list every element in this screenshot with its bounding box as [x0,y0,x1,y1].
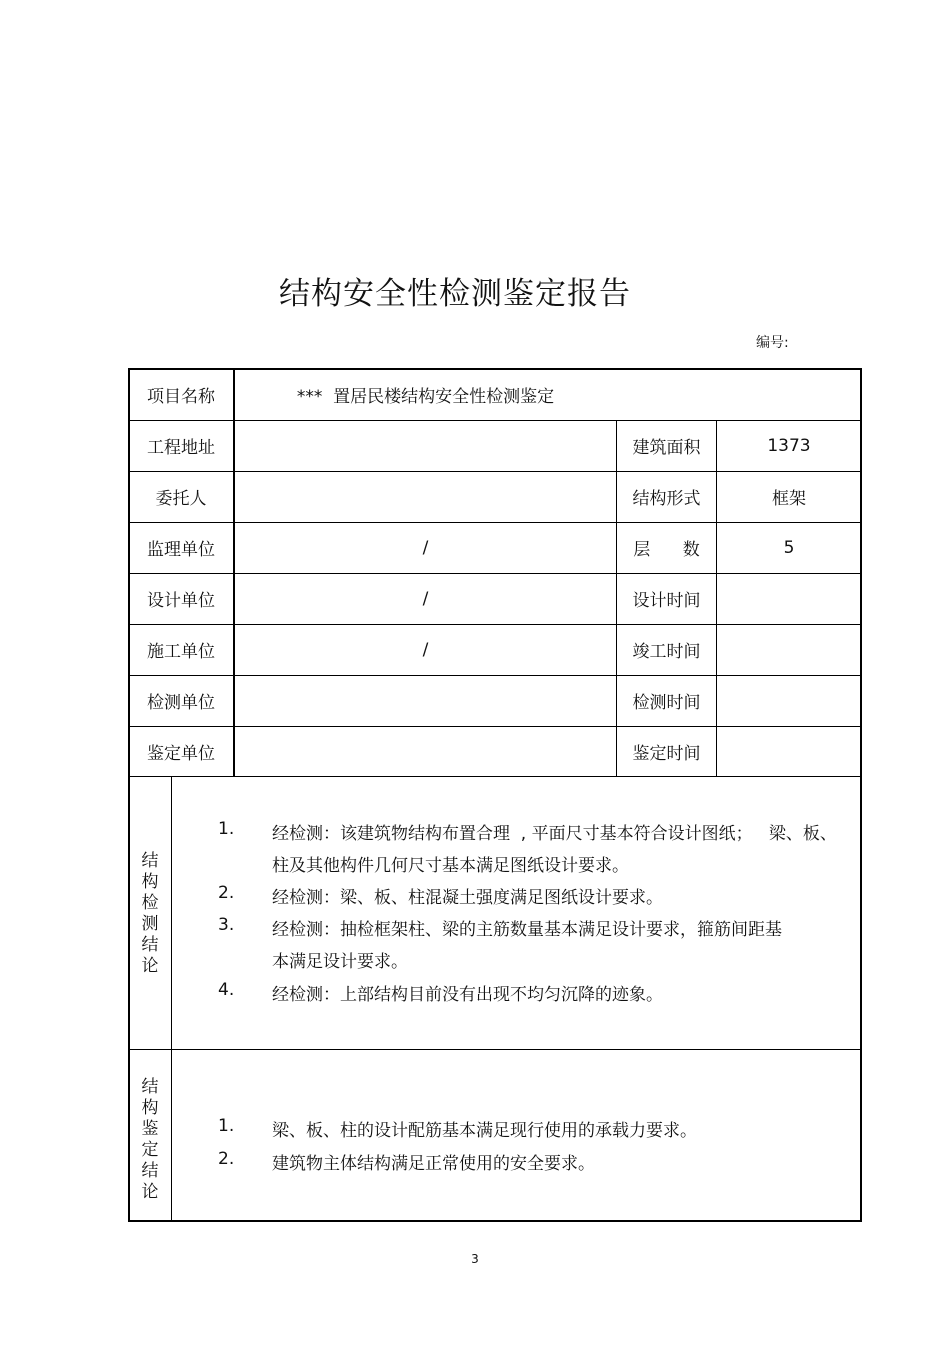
detection-item-1-number: 1. [218,819,235,839]
detection-item-2-line1: 经检测：梁、板、柱混凝土强度满足图纸设计要求。 [272,888,663,908]
supervision-unit-value: / [422,537,429,558]
address-label: 工程地址 [147,438,215,458]
detection-item-4-line1: 经检测：上部结构目前没有出现不均匀沉降的迹象。 [272,985,663,1005]
appraisal-time-label: 鉴定时间 [632,743,701,764]
detection-item-1-line2: 柱及其他构件几何尺寸基本满足图纸设计要求。 [272,856,629,876]
design-unit-label: 设计单位 [147,591,215,611]
appraisal-conclusion-label: 结构鉴定结论 [141,1077,159,1202]
report-title: 结构安全性检测鉴定报告 [279,276,631,312]
project-name-value: *** 置居民楼结构安全性检测鉴定 [296,387,555,407]
appraisal-item-2-number: 2. [218,1149,235,1169]
testing-time-label: 检测时间 [632,693,701,713]
supervision-unit-label: 监理单位 [147,540,215,560]
building-area-value: 1373 [767,435,811,456]
address-value [235,420,616,471]
appraisal-unit-value [235,726,616,776]
page-number: 3 [471,1252,479,1266]
floors-label: 层 数 [633,540,700,560]
serial-number-label: 编号: [756,335,789,351]
completion-time-label: 竣工时间 [632,642,701,662]
design-time-label: 设计时间 [632,591,701,611]
appraisal-time-value [717,726,861,776]
appraisal-item-2-text: 建筑物主体结构满足正常使用的安全要求。 [272,1154,595,1174]
floors-value: 5 [783,537,795,558]
detection-conclusion-label: 结构检测结论 [141,851,159,976]
detection-item-3-number: 3. [218,915,235,935]
client-label: 委托人 [155,489,207,509]
project-name-label: 项目名称 [147,387,215,407]
detection-item-4-number: 4. [218,980,235,1000]
design-time-value [717,573,861,624]
client-value [235,471,616,522]
detection-item-3-line2: 本满足设计要求。 [272,952,408,972]
detection-item-3-line1: 经检测：抽检框架柱、梁的主筋数量基本满足设计要求，箍筋间距基 [272,920,782,940]
testing-unit-value [235,675,616,726]
detection-item-1-line1: 经检测：该建筑物结构布置合理 , 平面尺寸基本符合设计图纸； 梁、板、 [272,824,837,844]
testing-unit-label: 检测单位 [147,693,215,713]
completion-time-value [717,624,861,675]
testing-time-value [717,675,861,726]
appraisal-unit-label: 鉴定单位 [147,743,215,764]
structure-type-value: 框架 [772,489,806,509]
building-area-label: 建筑面积 [632,438,701,458]
appraisal-item-1-number: 1. [218,1116,235,1136]
appraisal-item-1-text: 梁、板、柱的设计配筋基本满足现行使用的承载力要求。 [272,1121,697,1141]
detection-item-2-number: 2. [218,883,235,903]
design-unit-value: / [422,588,429,609]
construction-unit-value: / [422,639,429,660]
structure-type-label: 结构形式 [632,489,701,509]
construction-unit-label: 施工单位 [147,642,215,662]
